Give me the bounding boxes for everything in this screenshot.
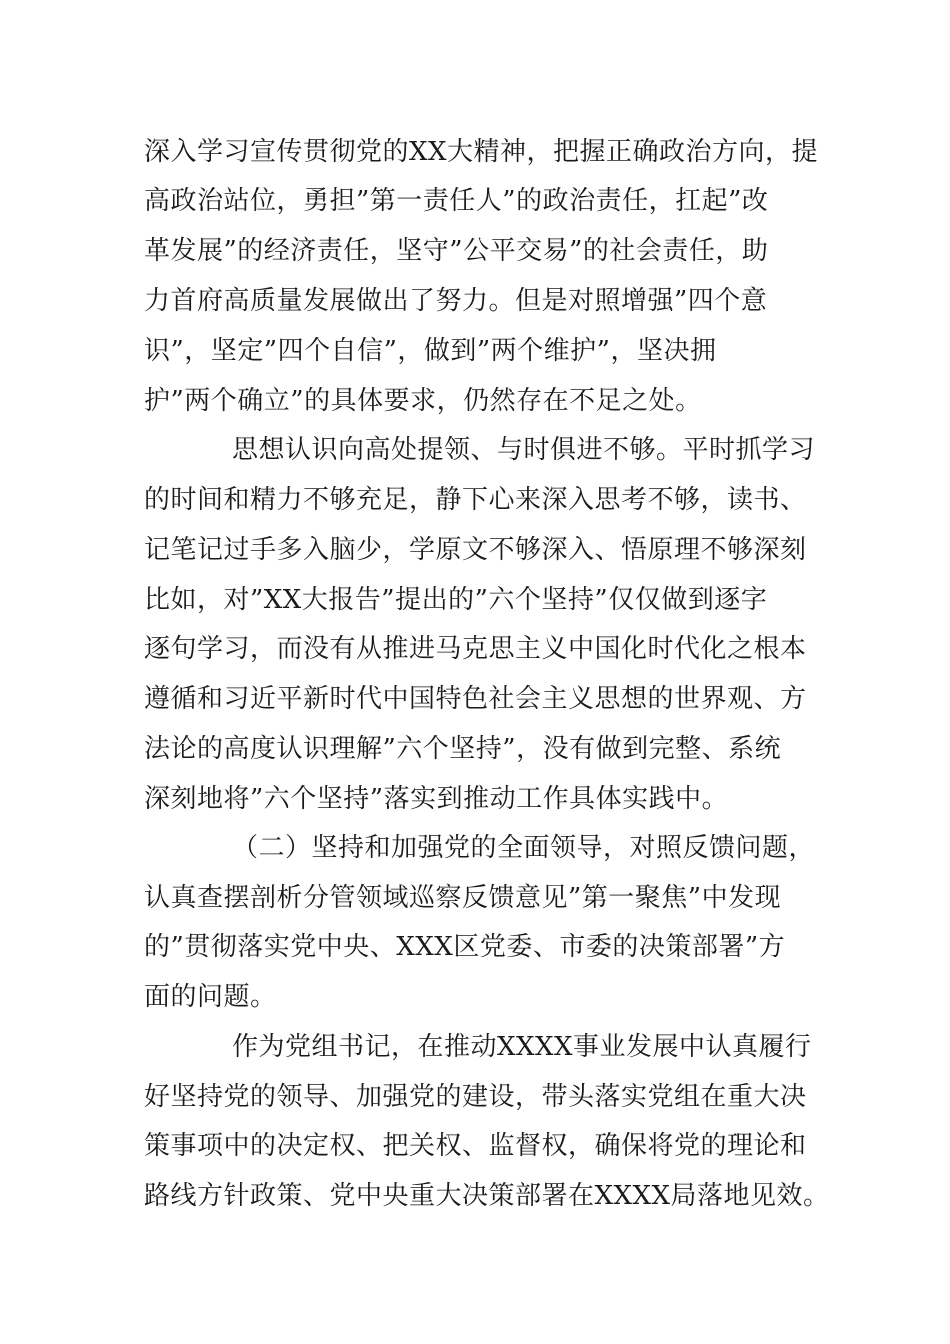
text-line-5: 识”，坚定”四个自信”，做到”两个维护”，坚决拥: [144, 336, 717, 366]
text-line-7: 思想认识向高处提领、与时俱进不够。平时抓学习: [232, 435, 816, 465]
text-line-20: 好坚持党的领导、加强党的建设，带头落实党组在重大决: [144, 1082, 807, 1112]
text-line-1: 深入学习宣传贯彻党的XX大精神，把握正确政治方向，提: [144, 137, 819, 167]
text-line-8: 的时间和精力不够充足，静下心来深入思考不够，读书、: [144, 485, 807, 515]
text-line-9: 记笔记过手多入脑少，学原文不够深入、悟原理不够深刻: [144, 535, 807, 565]
text-line-11: 逐句学习，而没有从推进马克思主义中国化时代化之根本: [144, 634, 807, 664]
text-line-21: 策事项中的决定权、把关权、监督权，确保将党的理论和: [144, 1131, 807, 1161]
text-line-15: （二）坚持和加强党的全面领导，对照反馈问题，: [232, 833, 816, 863]
text-line-18: 面的问题。: [144, 982, 277, 1012]
text-line-13: 法论的高度认识理解”六个坚持”，没有做到完整、系统: [144, 734, 782, 764]
text-line-6: 护”两个确立”的具体要求，仍然存在不足之处。: [144, 386, 702, 416]
text-line-22: 路线方针政策、党中央重大决策部署在XXXX局落地见效。: [144, 1181, 830, 1211]
text-line-2: 高政治站位，勇担”第一责任人”的政治责任，扛起”改: [144, 186, 769, 216]
text-line-3: 革发展”的经济责任，坚守”公平交易”的社会责任，助: [144, 236, 769, 266]
text-line-17: 的”贯彻落实党中央、XXX区党委、市委的决策部署”方: [144, 932, 786, 962]
text-line-4: 力首府高质量发展做出了努力。但是对照增强”四个意: [144, 286, 768, 316]
text-line-14: 深刻地将”六个坚持”落实到推动工作具体实践中。: [144, 784, 729, 814]
text-line-10: 比如，对”XX大报告”提出的”六个坚持”仅仅做到逐字: [144, 585, 768, 615]
text-line-19: 作为党组书记，在推动XXXX事业发展中认真履行: [232, 1032, 812, 1062]
text-line-16: 认真查摆剖析分管领域巡察反馈意见”第一聚焦”中发现: [144, 883, 782, 913]
text-line-12: 遵循和习近平新时代中国特色社会主义思想的世界观、方: [144, 684, 807, 714]
